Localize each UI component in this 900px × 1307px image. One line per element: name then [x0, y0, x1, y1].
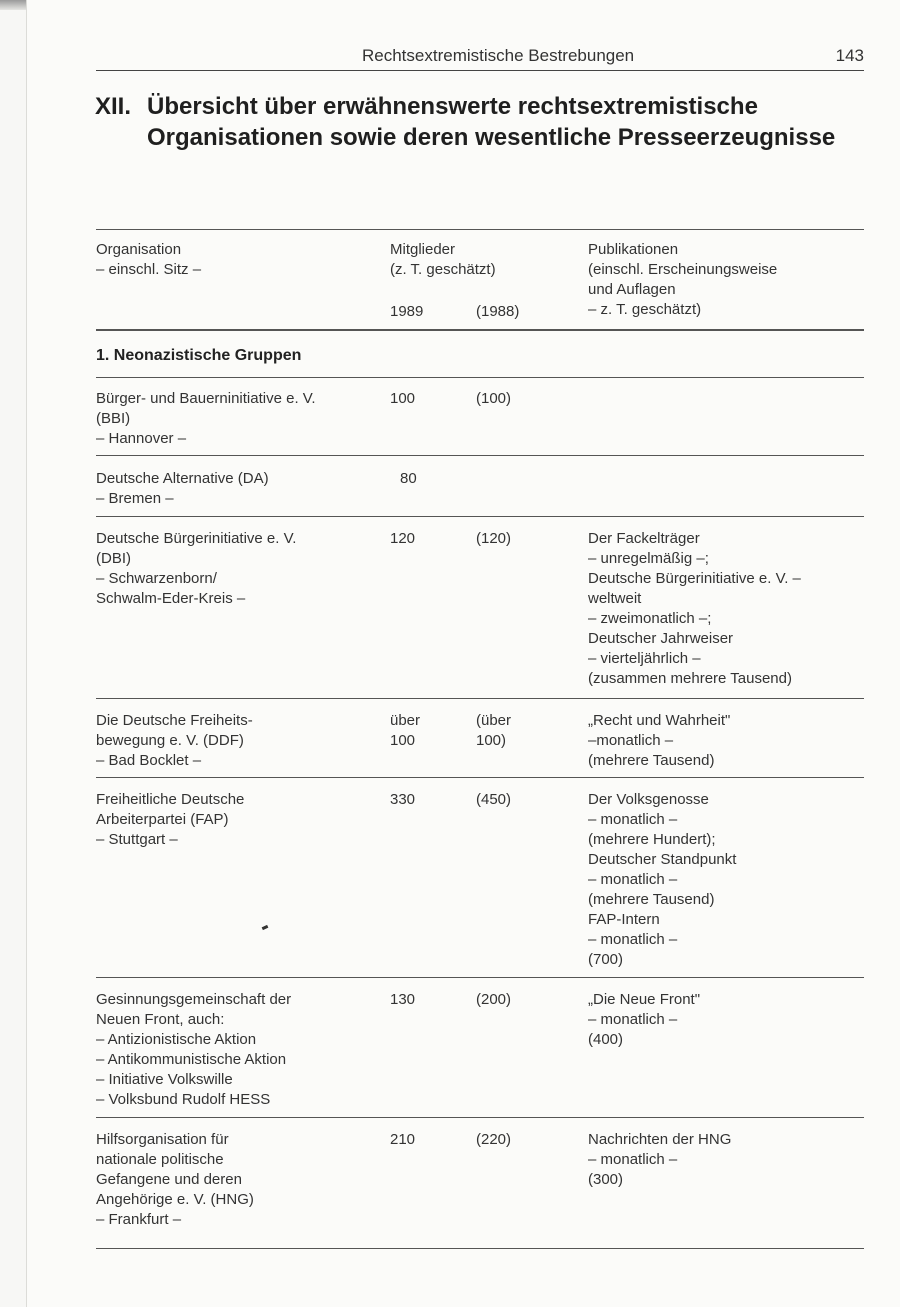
table-row-publications: „Die Neue Front" – monatlich – (400): [588, 991, 701, 1048]
table-row-members-1989: 130: [390, 991, 416, 1008]
table-row-members-1989: 100: [390, 390, 416, 407]
table-row-organisation: Freiheitliche Deutsche Arbeiterpartei (FAP) – Stuttgart –: [96, 791, 245, 848]
table-bottom-rule: [96, 1248, 864, 1249]
header-mitglieder: Mitglieder (z. T. geschätzt): [390, 241, 496, 278]
table-row-publications: Nachrichten der HNG – monatlich – (300): [588, 1131, 732, 1188]
header-publikationen: Publikationen (einschl. Erscheinungsweise und Auflagen – z. T. geschätzt): [588, 241, 778, 318]
table-row-organisation: Deutsche Bürgerinitiative e. V. (DBI) – Schwarzenborn/ Schwalm-Eder-Kreis –: [96, 530, 297, 607]
table-row-members-1988: (120): [476, 530, 512, 547]
row-divider: [96, 698, 864, 699]
row-divider: [96, 1117, 864, 1118]
row-divider: [96, 516, 864, 517]
chapter-title: Übersicht über erwähnenswerte rechtsextremistische Organisationen sowie deren wesentliche Presseerzeugnisse: [147, 93, 836, 151]
table-row-members-1989: 120: [390, 530, 416, 547]
table-row-organisation: Hilfsorganisation für nationale politische Gefangene und deren Angehörige e. V. (HNG) – Frankfurt –: [96, 1131, 254, 1228]
row-divider: [96, 777, 864, 778]
table-row-members-1988: (über 100): [476, 712, 512, 749]
header-bottom-rule: [96, 329, 864, 331]
header-year-1988: (1988): [476, 303, 520, 320]
table-row-members-1988: (220): [476, 1131, 512, 1148]
table-row-members-1988: (100): [476, 390, 512, 407]
header-organisation: Organisation – einschl. Sitz –: [96, 241, 202, 278]
table-row-publications: „Recht und Wahrheit" –monatlich – (mehrere Tausend): [588, 712, 731, 769]
header-year-1989: 1989: [390, 303, 424, 320]
page-number: 143: [835, 46, 864, 65]
table-row-organisation: Bürger- und Bauerninitiative e. V. (BBI) – Hannover –: [96, 390, 316, 447]
table-row-members-1989: 80: [400, 470, 417, 487]
table-top-rule: [96, 229, 864, 230]
row-divider: [96, 455, 864, 456]
running-head: [96, 44, 864, 71]
running-head-title: Rechtsextremistische Bestrebungen: [362, 46, 635, 65]
row-divider: [96, 977, 864, 978]
table-row-members-1989: 330: [390, 791, 416, 808]
table-row-organisation: Gesinnungsgemeinschaft der Neuen Front, auch: – Antizionistische Aktion – Antikommunistische Aktion – Initiative Volkswille – Volksbund Rudolf HESS: [96, 991, 292, 1108]
table-row-organisation: Deutsche Alternative (DA) – Bremen –: [96, 470, 269, 507]
table-row-members-1988: (200): [476, 991, 512, 1008]
table-row-members-1989: 210: [390, 1131, 416, 1148]
table-row-publications: Der Fackelträger – unregelmäßig –; Deutsche Bürgerinitiative e. V. – weltweit – zweimonatlich –; Deutscher Jahrweiser – vierteljährlich – (zusammen mehrere Tausend): [588, 530, 801, 687]
table-row-organisation: Die Deutsche Freiheits- bewegung e. V. (DDF) – Bad Bocklet –: [96, 712, 253, 769]
table-row-members-1989: über 100: [390, 712, 421, 749]
section-heading: 1. Neonazistische Gruppen: [96, 347, 302, 364]
table-row-publications: Der Volksgenosse – monatlich – (mehrere Hundert); Deutscher Standpunkt – monatlich – (mehrere Tausend) FAP-Intern – monatlich – (700): [588, 791, 737, 968]
table-row-members-1988: (450): [476, 791, 512, 808]
section-rule: [96, 377, 864, 378]
chapter-number: XII.: [95, 93, 132, 120]
